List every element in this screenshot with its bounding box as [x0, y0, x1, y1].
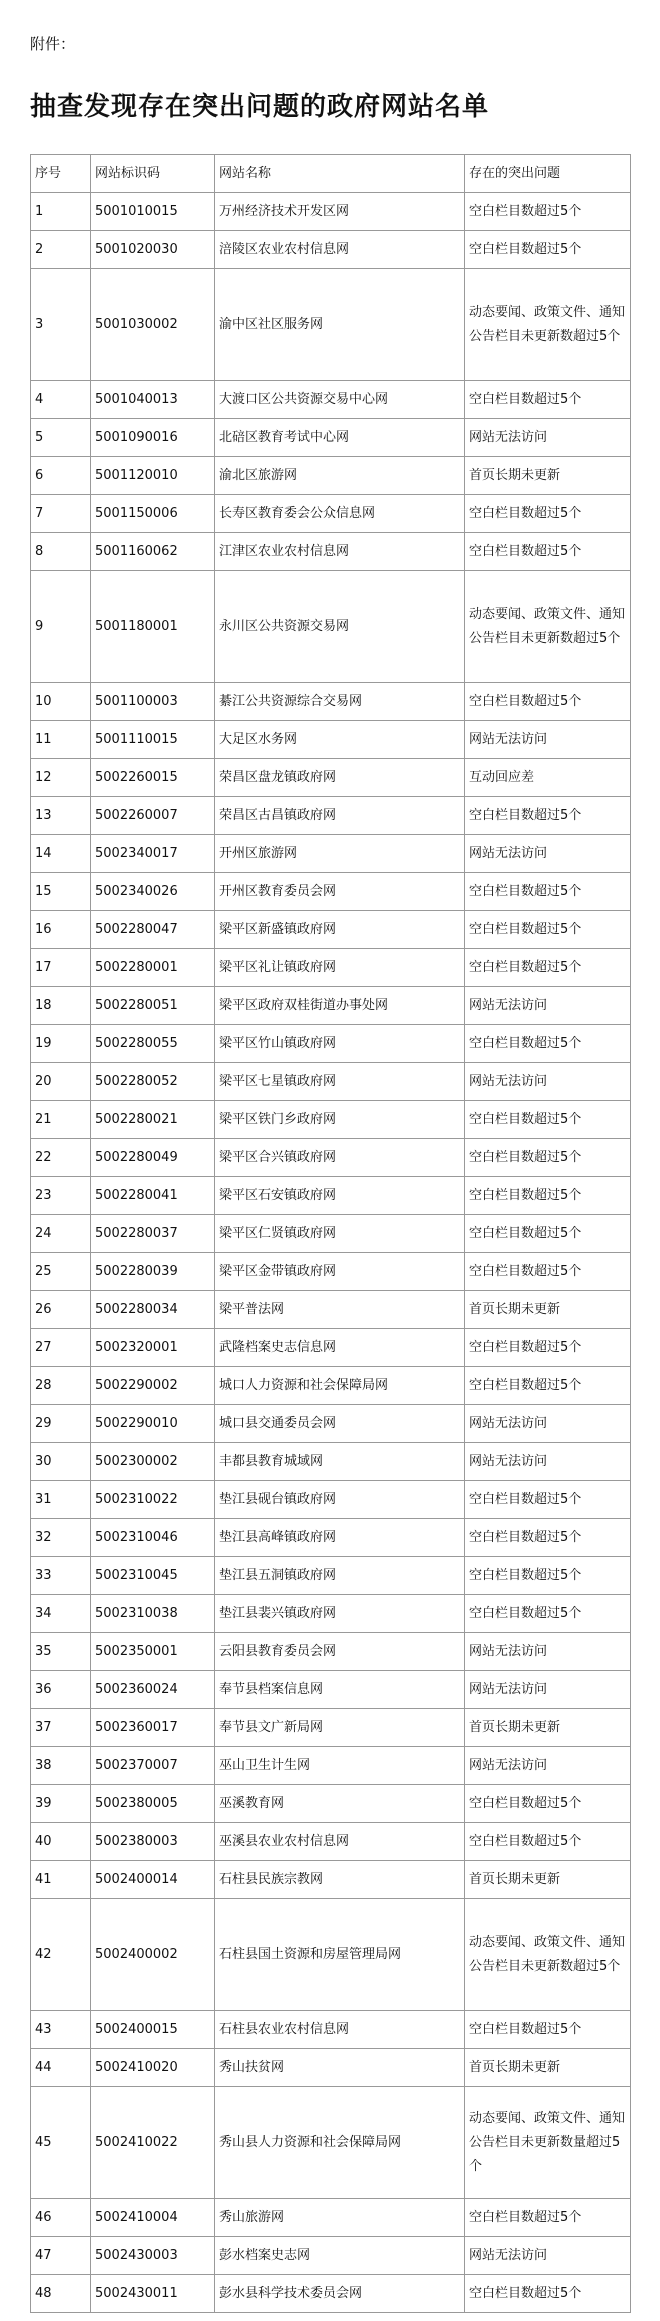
cell-site-id: 5001040013 [91, 381, 215, 419]
table-row [31, 1405, 631, 1443]
table-row [31, 949, 631, 987]
cell-site-name: 渝中区社区服务网 [215, 269, 465, 381]
table-row [31, 419, 631, 457]
table-row [31, 2199, 631, 2237]
cell-site-name: 垫江县五洞镇政府网 [215, 1557, 465, 1595]
cell-problem: 空白栏目数超过5个 [465, 683, 631, 721]
cell-problem: 首页长期未更新 [465, 1709, 631, 1747]
table-row [31, 1063, 631, 1101]
cell-index: 19 [31, 1025, 91, 1063]
cell-site-id: 5002310045 [91, 1557, 215, 1595]
cell-site-id: 5001110015 [91, 721, 215, 759]
cell-index: 30 [31, 1443, 91, 1481]
cell-site-id: 5002280052 [91, 1063, 215, 1101]
cell-problem: 空白栏目数超过5个 [465, 797, 631, 835]
table-row [31, 1823, 631, 1861]
cell-site-name: 大渡口区公共资源交易中心网 [215, 381, 465, 419]
cell-index: 27 [31, 1329, 91, 1367]
cell-site-id: 5001100003 [91, 683, 215, 721]
cell-site-name: 奉节县档案信息网 [215, 1671, 465, 1709]
cell-problem: 网站无法访问 [465, 1633, 631, 1671]
cell-problem: 首页长期未更新 [465, 1861, 631, 1899]
cell-index: 46 [31, 2199, 91, 2237]
table-row [31, 987, 631, 1025]
table-row [31, 533, 631, 571]
cell-site-id: 5002300002 [91, 1443, 215, 1481]
table-row [31, 835, 631, 873]
cell-site-id: 5002340017 [91, 835, 215, 873]
cell-site-name: 梁平区合兴镇政府网 [215, 1139, 465, 1177]
table-row [31, 1025, 631, 1063]
header-index: 序号 [31, 155, 91, 193]
cell-index: 14 [31, 835, 91, 873]
table-row [31, 1291, 631, 1329]
cell-site-name: 奉节县文广新局网 [215, 1709, 465, 1747]
table-row [31, 231, 631, 269]
cell-site-name: 梁平普法网 [215, 1291, 465, 1329]
cell-site-name: 开州区教育委员会网 [215, 873, 465, 911]
cell-problem: 动态要闻、政策文件、通知公告栏目未更新数超过5个 [465, 571, 631, 683]
cell-index: 45 [31, 2087, 91, 2199]
cell-site-id: 5002320001 [91, 1329, 215, 1367]
cell-site-name: 石柱县民族宗教网 [215, 1861, 465, 1899]
cell-problem: 网站无法访问 [465, 2237, 631, 2275]
cell-problem: 首页长期未更新 [465, 1291, 631, 1329]
cell-site-name: 开州区旅游网 [215, 835, 465, 873]
cell-index: 4 [31, 381, 91, 419]
table-row [31, 2011, 631, 2049]
cell-site-id: 5002360017 [91, 1709, 215, 1747]
cell-index: 23 [31, 1177, 91, 1215]
cell-site-id: 5002280037 [91, 1215, 215, 1253]
cell-problem: 互动回应差 [465, 759, 631, 797]
cell-problem: 空白栏目数超过5个 [465, 533, 631, 571]
cell-site-id: 5001160062 [91, 533, 215, 571]
table-body [31, 193, 631, 2313]
cell-site-name: 巫溪县农业农村信息网 [215, 1823, 465, 1861]
cell-problem: 首页长期未更新 [465, 2049, 631, 2087]
cell-site-name: 垫江县裴兴镇政府网 [215, 1595, 465, 1633]
table-row [31, 381, 631, 419]
cell-site-name: 秀山县人力资源和社会保障局网 [215, 2087, 465, 2199]
cell-index: 34 [31, 1595, 91, 1633]
cell-index: 3 [31, 269, 91, 381]
table-row [31, 1785, 631, 1823]
cell-site-id: 5001030002 [91, 269, 215, 381]
cell-index: 29 [31, 1405, 91, 1443]
table-row [31, 1367, 631, 1405]
cell-index: 22 [31, 1139, 91, 1177]
cell-site-name: 丰都县教育城域网 [215, 1443, 465, 1481]
cell-site-id: 5002280034 [91, 1291, 215, 1329]
cell-site-name: 城口人力资源和社会保障局网 [215, 1367, 465, 1405]
table-row [31, 1215, 631, 1253]
table-row [31, 683, 631, 721]
table-row [31, 2275, 631, 2313]
cell-site-name: 万州经济技术开发区网 [215, 193, 465, 231]
header-site-id: 网站标识码 [91, 155, 215, 193]
cell-site-id: 5001090016 [91, 419, 215, 457]
cell-index: 25 [31, 1253, 91, 1291]
cell-problem: 网站无法访问 [465, 1443, 631, 1481]
cell-problem: 空白栏目数超过5个 [465, 2011, 631, 2049]
cell-problem: 空白栏目数超过5个 [465, 495, 631, 533]
cell-problem: 空白栏目数超过5个 [465, 1329, 631, 1367]
cell-problem: 网站无法访问 [465, 1671, 631, 1709]
cell-site-name: 石柱县农业农村信息网 [215, 2011, 465, 2049]
cell-site-name: 垫江县砚台镇政府网 [215, 1481, 465, 1519]
table-row [31, 1557, 631, 1595]
cell-problem: 动态要闻、政策文件、通知公告栏目未更新数超过5个 [465, 1899, 631, 2011]
cell-index: 15 [31, 873, 91, 911]
cell-site-id: 5002410020 [91, 2049, 215, 2087]
cell-site-id: 5001010015 [91, 193, 215, 231]
cell-index: 17 [31, 949, 91, 987]
cell-site-id: 5002350001 [91, 1633, 215, 1671]
cell-index: 2 [31, 231, 91, 269]
cell-index: 48 [31, 2275, 91, 2313]
cell-site-id: 5002280055 [91, 1025, 215, 1063]
cell-site-name: 永川区公共资源交易网 [215, 571, 465, 683]
cell-site-name: 梁平区金带镇政府网 [215, 1253, 465, 1291]
cell-problem: 空白栏目数超过5个 [465, 1785, 631, 1823]
document-title: 抽查发现存在突出问题的政府网站名单 [30, 92, 490, 122]
cell-index: 16 [31, 911, 91, 949]
cell-site-id: 5002430011 [91, 2275, 215, 2313]
table-row [31, 2049, 631, 2087]
cell-index: 37 [31, 1709, 91, 1747]
cell-site-id: 5002410004 [91, 2199, 215, 2237]
cell-index: 31 [31, 1481, 91, 1519]
cell-index: 32 [31, 1519, 91, 1557]
cell-index: 41 [31, 1861, 91, 1899]
table-row [31, 1671, 631, 1709]
cell-problem: 动态要闻、政策文件、通知公告栏目未更新数量超过5个 [465, 2087, 631, 2199]
cell-index: 33 [31, 1557, 91, 1595]
cell-index: 18 [31, 987, 91, 1025]
cell-site-id: 5002400014 [91, 1861, 215, 1899]
cell-site-id: 5002290010 [91, 1405, 215, 1443]
cell-site-name: 彭水档案史志网 [215, 2237, 465, 2275]
cell-site-id: 5002310038 [91, 1595, 215, 1633]
cell-site-name: 荣昌区古昌镇政府网 [215, 797, 465, 835]
table-header-row [31, 155, 631, 193]
cell-problem: 空白栏目数超过5个 [465, 1557, 631, 1595]
cell-site-id: 5002370007 [91, 1747, 215, 1785]
cell-problem: 网站无法访问 [465, 419, 631, 457]
cell-site-name: 长寿区教育委会公众信息网 [215, 495, 465, 533]
cell-site-name: 武隆档案史志信息网 [215, 1329, 465, 1367]
cell-site-id: 5002290002 [91, 1367, 215, 1405]
cell-site-name: 秀山旅游网 [215, 2199, 465, 2237]
cell-site-name: 大足区水务网 [215, 721, 465, 759]
cell-problem: 空白栏目数超过5个 [465, 1177, 631, 1215]
cell-site-name: 梁平区政府双桂街道办事处网 [215, 987, 465, 1025]
cell-problem: 空白栏目数超过5个 [465, 1367, 631, 1405]
table-row [31, 193, 631, 231]
cell-site-name: 城口县交通委员会网 [215, 1405, 465, 1443]
table-row [31, 1633, 631, 1671]
table-row [31, 1747, 631, 1785]
cell-index: 24 [31, 1215, 91, 1253]
table-row [31, 759, 631, 797]
table-row [31, 1443, 631, 1481]
cell-problem: 动态要闻、政策文件、通知公告栏目未更新数超过5个 [465, 269, 631, 381]
table-row [31, 1139, 631, 1177]
cell-index: 42 [31, 1899, 91, 2011]
cell-index: 36 [31, 1671, 91, 1709]
cell-site-name: 渝北区旅游网 [215, 457, 465, 495]
cell-problem: 空白栏目数超过5个 [465, 231, 631, 269]
table-row [31, 797, 631, 835]
cell-site-name: 石柱县国土资源和房屋管理局网 [215, 1899, 465, 2011]
table-row [31, 1253, 631, 1291]
cell-problem: 空白栏目数超过5个 [465, 381, 631, 419]
cell-index: 47 [31, 2237, 91, 2275]
cell-site-name: 彭水县科学技术委员会网 [215, 2275, 465, 2313]
website-list-table [30, 154, 631, 2313]
header-site-name: 网站名称 [215, 155, 465, 193]
cell-index: 13 [31, 797, 91, 835]
cell-problem: 空白栏目数超过5个 [465, 1253, 631, 1291]
cell-site-name: 梁平区铁门乡政府网 [215, 1101, 465, 1139]
cell-site-name: 涪陵区农业农村信息网 [215, 231, 465, 269]
cell-site-name: 荣昌区盘龙镇政府网 [215, 759, 465, 797]
cell-index: 5 [31, 419, 91, 457]
table-row [31, 911, 631, 949]
cell-site-id: 5001180001 [91, 571, 215, 683]
cell-problem: 空白栏目数超过5个 [465, 1101, 631, 1139]
cell-problem: 网站无法访问 [465, 987, 631, 1025]
cell-index: 1 [31, 193, 91, 231]
cell-index: 38 [31, 1747, 91, 1785]
cell-site-id: 5002340026 [91, 873, 215, 911]
cell-index: 28 [31, 1367, 91, 1405]
cell-site-name: 綦江公共资源综合交易网 [215, 683, 465, 721]
cell-index: 21 [31, 1101, 91, 1139]
cell-site-name: 北碚区教育考试中心网 [215, 419, 465, 457]
cell-site-id: 5002260015 [91, 759, 215, 797]
cell-index: 35 [31, 1633, 91, 1671]
table-row [31, 1899, 631, 2011]
cell-problem: 空白栏目数超过5个 [465, 1519, 631, 1557]
cell-site-id: 5002260007 [91, 797, 215, 835]
cell-problem: 首页长期未更新 [465, 457, 631, 495]
table-row [31, 1481, 631, 1519]
cell-index: 6 [31, 457, 91, 495]
cell-problem: 空白栏目数超过5个 [465, 1139, 631, 1177]
cell-problem: 空白栏目数超过5个 [465, 1481, 631, 1519]
cell-site-id: 5002280041 [91, 1177, 215, 1215]
cell-problem: 网站无法访问 [465, 1747, 631, 1785]
cell-problem: 空白栏目数超过5个 [465, 1595, 631, 1633]
cell-problem: 空白栏目数超过5个 [465, 1025, 631, 1063]
cell-site-id: 5002410022 [91, 2087, 215, 2199]
cell-problem: 空白栏目数超过5个 [465, 1215, 631, 1253]
cell-site-id: 5001020030 [91, 231, 215, 269]
table-row [31, 457, 631, 495]
cell-problem: 空白栏目数超过5个 [465, 1823, 631, 1861]
table-row [31, 721, 631, 759]
table-row [31, 1861, 631, 1899]
cell-site-id: 5002430003 [91, 2237, 215, 2275]
cell-site-id: 5002280001 [91, 949, 215, 987]
cell-site-id: 5002280021 [91, 1101, 215, 1139]
cell-index: 39 [31, 1785, 91, 1823]
cell-site-id: 5002310022 [91, 1481, 215, 1519]
cell-site-id: 5002400002 [91, 1899, 215, 2011]
table-row [31, 1519, 631, 1557]
cell-site-id: 5002280049 [91, 1139, 215, 1177]
cell-site-id: 5002280051 [91, 987, 215, 1025]
cell-site-id: 5002360024 [91, 1671, 215, 1709]
cell-index: 20 [31, 1063, 91, 1101]
cell-site-name: 云阳县教育委员会网 [215, 1633, 465, 1671]
cell-index: 10 [31, 683, 91, 721]
cell-site-id: 5002280047 [91, 911, 215, 949]
cell-site-id: 5001150006 [91, 495, 215, 533]
cell-index: 8 [31, 533, 91, 571]
cell-index: 9 [31, 571, 91, 683]
table-row [31, 1101, 631, 1139]
attachment-label: 附件： [30, 35, 76, 53]
cell-site-id: 5002380003 [91, 1823, 215, 1861]
cell-problem: 空白栏目数超过5个 [465, 2275, 631, 2313]
cell-site-name: 秀山扶贫网 [215, 2049, 465, 2087]
cell-site-name: 梁平区七星镇政府网 [215, 1063, 465, 1101]
table-row [31, 571, 631, 683]
table-row [31, 1329, 631, 1367]
cell-problem: 网站无法访问 [465, 835, 631, 873]
table-row [31, 2087, 631, 2199]
cell-site-id: 5002280039 [91, 1253, 215, 1291]
table-row [31, 1595, 631, 1633]
cell-site-id: 5002310046 [91, 1519, 215, 1557]
cell-problem: 网站无法访问 [465, 721, 631, 759]
table-row [31, 1709, 631, 1747]
cell-site-name: 巫山卫生计生网 [215, 1747, 465, 1785]
table-row [31, 495, 631, 533]
cell-index: 11 [31, 721, 91, 759]
cell-site-name: 巫溪教育网 [215, 1785, 465, 1823]
cell-index: 26 [31, 1291, 91, 1329]
cell-site-id: 5002380005 [91, 1785, 215, 1823]
cell-index: 7 [31, 495, 91, 533]
cell-site-name: 梁平区新盛镇政府网 [215, 911, 465, 949]
table-row [31, 1177, 631, 1215]
table-row [31, 873, 631, 911]
cell-index: 44 [31, 2049, 91, 2087]
cell-site-name: 梁平区石安镇政府网 [215, 1177, 465, 1215]
cell-site-name: 梁平区竹山镇政府网 [215, 1025, 465, 1063]
cell-problem: 空白栏目数超过5个 [465, 193, 631, 231]
cell-problem: 网站无法访问 [465, 1405, 631, 1443]
cell-index: 40 [31, 1823, 91, 1861]
table-row [31, 2237, 631, 2275]
cell-problem: 空白栏目数超过5个 [465, 949, 631, 987]
cell-problem: 空白栏目数超过5个 [465, 873, 631, 911]
cell-site-id: 5002400015 [91, 2011, 215, 2049]
cell-site-name: 梁平区仁贤镇政府网 [215, 1215, 465, 1253]
cell-site-id: 5001120010 [91, 457, 215, 495]
cell-problem: 空白栏目数超过5个 [465, 2199, 631, 2237]
cell-index: 12 [31, 759, 91, 797]
cell-problem: 网站无法访问 [465, 1063, 631, 1101]
cell-index: 43 [31, 2011, 91, 2049]
cell-problem: 空白栏目数超过5个 [465, 911, 631, 949]
header-problem: 存在的突出问题 [465, 155, 631, 193]
cell-site-name: 垫江县高峰镇政府网 [215, 1519, 465, 1557]
cell-site-name: 梁平区礼让镇政府网 [215, 949, 465, 987]
table-row [31, 269, 631, 381]
cell-site-name: 江津区农业农村信息网 [215, 533, 465, 571]
